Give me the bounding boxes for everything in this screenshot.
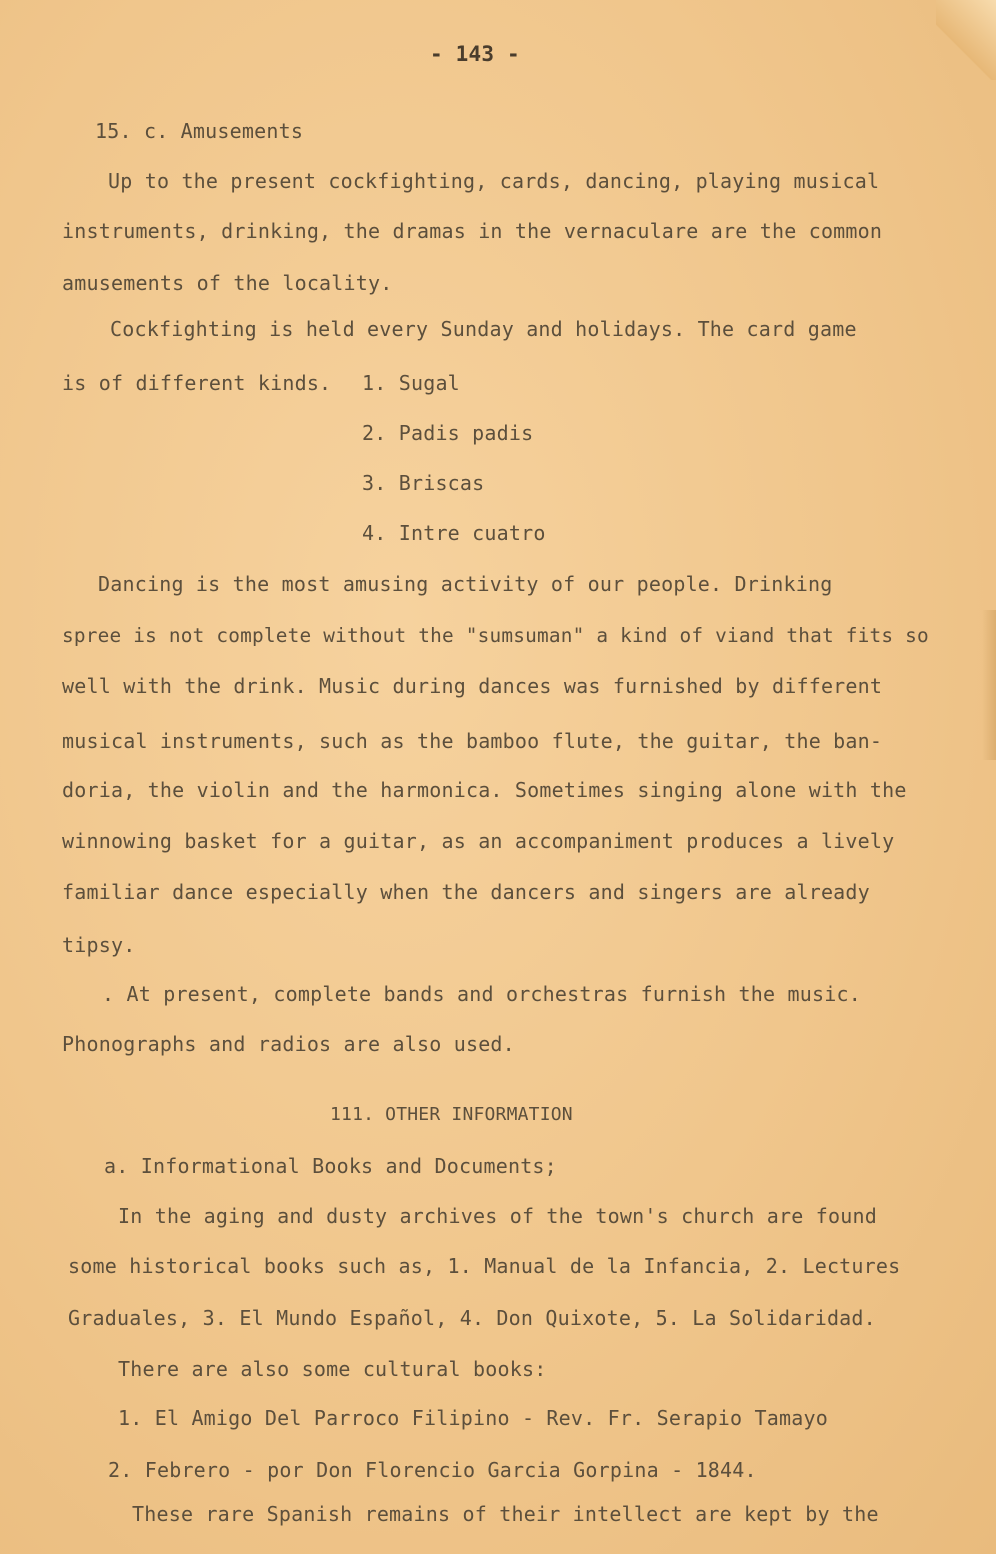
card-game-item: 2. Padis padis	[362, 421, 534, 445]
body-line: musical instruments, such as the bamboo flute, the guitar, the ban-	[62, 729, 883, 753]
body-line: amusements of the locality.	[62, 271, 393, 295]
cultural-book-item: 1. El Amigo Del Parroco Filipino - Rev. Fr. Serapio Tamayo	[118, 1406, 828, 1430]
cultural-book-item: 2. Febrero - por Don Florencio Garcia Gorpina - 1844.	[108, 1458, 757, 1482]
subsection-heading: a. Informational Books and Documents;	[104, 1154, 557, 1178]
body-line: There are also some cultural books:	[118, 1357, 547, 1381]
body-line: familiar dance especially when the dancers and singers are already	[62, 880, 870, 904]
body-line: Phonographs and radios are also used.	[62, 1032, 515, 1056]
page-number: - 143 -	[430, 42, 520, 66]
body-line: doria, the violin and the harmonica. Sometimes singing alone with the	[62, 778, 907, 802]
card-game-item: 3. Briscas	[362, 471, 485, 495]
body-line: is of different kinds.	[62, 371, 332, 395]
body-line: spree is not complete without the "sumsuman" a kind of viand that fits so	[62, 624, 929, 647]
body-line: winnowing basket for a guitar, as an accompaniment produces a lively	[62, 829, 895, 853]
body-line: These rare Spanish remains of their intellect are kept by the	[132, 1502, 879, 1526]
card-game-item: 1. Sugal	[362, 371, 460, 395]
folded-corner	[936, 0, 996, 80]
section-heading: 15. c. Amusements	[95, 119, 304, 143]
body-line: In the aging and dusty archives of the town's church are found	[118, 1204, 877, 1228]
body-line: well with the drink. Music during dances was furnished by different	[62, 674, 883, 698]
body-line: instruments, drinking, the dramas in the vernaculare are the common	[62, 219, 883, 243]
paper-edge	[982, 610, 996, 760]
body-line: Dancing is the most amusing activity of our people. Drinking	[98, 572, 833, 596]
body-line: Up to the present cockfighting, cards, dancing, playing musical	[108, 169, 880, 193]
body-line: tipsy.	[62, 933, 136, 957]
body-line: Cockfighting is held every Sunday and holidays. The card game	[110, 317, 857, 341]
body-line: some historical books such as, 1. Manual de la Infancia, 2. Lectures	[68, 1254, 901, 1278]
card-game-item: 4. Intre cuatro	[362, 521, 546, 545]
other-information-heading: 111. OTHER INFORMATION	[330, 1104, 573, 1125]
body-line: . At present, complete bands and orchestras furnish the music.	[102, 982, 861, 1006]
body-line: Graduales, 3. El Mundo Español, 4. Don Quixote, 5. La Solidaridad.	[68, 1306, 876, 1330]
